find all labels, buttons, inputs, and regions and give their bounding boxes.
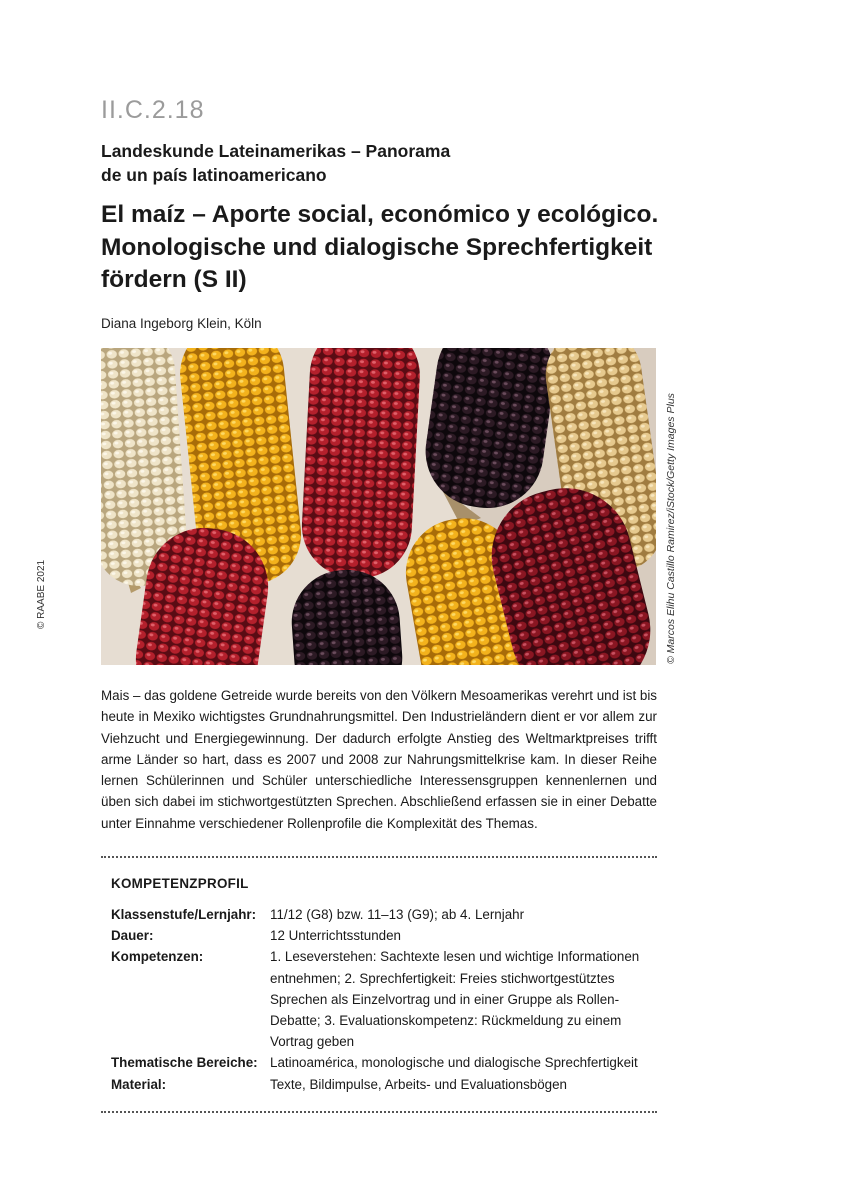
intro-paragraph: Mais – das goldene Getreide wurde bereits von den Völkern Mesoamerikas verehrt und ist bis heute in Mexiko wichtigstes Grundnahrungsmittel. Den Industrieländern dient er vor allem zur Viehzucht und Energiegewinnung. Der dadurch erfolgte Anstieg des Weltmarktpreises trifft arme Länder so hart, dass es 2007 und 2008 zur Nahrungsmittelkrise kam. In dieser Reihe lernen Schülerinnen und Schüler unterschiedliche Interessensgruppen kennenlernen und üben sich dabei im stichwortgestützten Sprechen. Abschließend erfassen sie in einer Debatte unter Einnahme verschiedener Rollenprofile die Komplexität des Themas. (101, 688, 657, 831)
copyright-note: © RAABE 2021 (36, 559, 47, 629)
profile-label: Thematische Bereiche: (111, 1055, 258, 1071)
series-line-2: de un país latinoamericano (101, 165, 327, 185)
corn-illustration (101, 348, 656, 665)
series-title (101, 139, 450, 187)
author: Diana Ingeborg Klein, Köln (101, 316, 262, 331)
photo-credit: © Marcos Elihu Castillo Ramirez/iStock/Getty Images Plus (665, 393, 677, 664)
profile-value: Texte, Bildimpulse, Arbeits- und Evaluationsbögen (270, 1076, 567, 1092)
profile-label: Material: (111, 1076, 167, 1092)
corn-cobs-photo (101, 348, 656, 665)
divider-top (101, 856, 657, 858)
profile-row (111, 946, 641, 1052)
title-line-1: El maíz – Aporte social, económico y ecológico. (101, 201, 659, 228)
profile-value: 11/12 (G8) bzw. 11–13 (G9); ab 4. Lernjahr (270, 907, 525, 922)
profile-row (111, 904, 641, 925)
document-title (101, 199, 701, 297)
competence-profile-heading: KOMPETENZPROFIL (111, 876, 249, 891)
profile-label: Dauer: (111, 928, 154, 944)
profile-value: 12 Unterrichtsstunden (270, 928, 402, 944)
profile-row (111, 1074, 641, 1095)
title-line-2: Monologische und dialogische Sprechfertigkeit (101, 233, 653, 261)
profile-row (111, 1052, 641, 1073)
competence-profile-table (111, 904, 641, 1095)
divider-bottom (101, 1111, 657, 1113)
profile-row (111, 925, 641, 946)
profile-value: 1. Leseverstehen: Sachtexte lesen und wichtige Informationen entnehmen; 2. Sprechfertigkeit: Freies stichwortgestütztes Sprechen als Einzelvortrag und in einer Gruppe als Rollen-Debatte; 3. Evaluationskompetenz: Rückmeldung zu einem Vortrag geben (270, 949, 640, 1050)
series-line-1: Landeskunde Lateinamerikas – Panorama (101, 141, 451, 161)
title-line-3: fördern (S II) (101, 266, 247, 293)
document-code: II.C.2.18 (101, 96, 205, 124)
profile-label: Kompetenzen: (111, 949, 204, 965)
profile-label: Klassenstufe/Lernjahr: (111, 907, 257, 922)
profile-value: Latinoamérica, monologische und dialogische Sprechfertigkeit (270, 1055, 638, 1071)
